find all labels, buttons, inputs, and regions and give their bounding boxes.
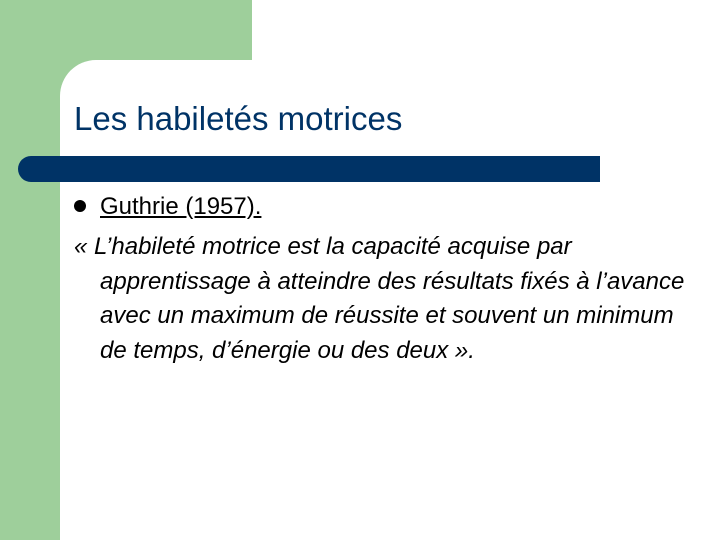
slide-title: Les habiletés motrices <box>74 100 403 137</box>
reference-link[interactable]: Guthrie (1957). <box>100 193 262 220</box>
decorative-green-sidebar <box>0 0 60 540</box>
bullet-dot-icon <box>74 200 86 212</box>
bullet-item <box>74 193 261 221</box>
definition-quote: « L’habileté motrice est la capacité acquise par apprentissage à atteindre des résultats fixés à l’avance avec un maximum de réussite et souvent un minimum de temps, d’énergie ou des deux ». <box>74 233 685 364</box>
title-underline-bar <box>18 156 600 182</box>
